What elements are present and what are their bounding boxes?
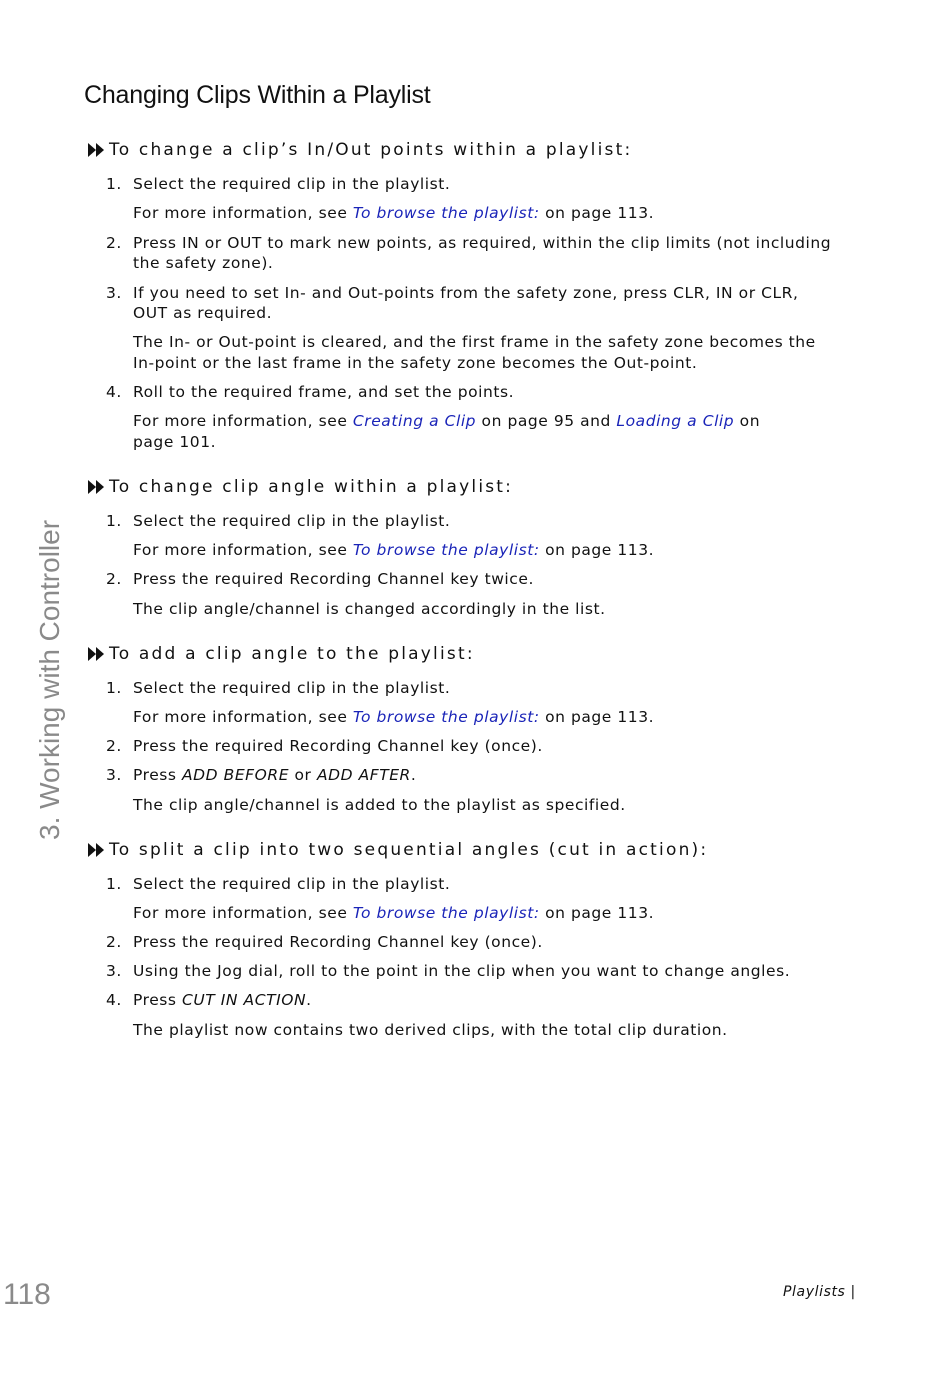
step-number: 3. (106, 284, 122, 302)
command-cut-in-action: CUT IN ACTION (182, 991, 307, 1009)
step-number: 2. (106, 570, 122, 588)
step-suffix: . (410, 766, 417, 784)
step-text: Select the required clip in the playlist. (133, 679, 451, 697)
cross-reference-link[interactable]: Loading a Clip (616, 412, 735, 430)
step-number: 1. (106, 875, 122, 893)
step-number: 1. (106, 175, 122, 193)
info-suffix: on page 113. (539, 904, 655, 922)
step-result: The playlist now contains two derived clips, with the total clip duration. (133, 1021, 728, 1039)
procedure-heading (88, 477, 513, 497)
step-result-continued: In-point or the last frame in the safety zone becomes the Out-point. (133, 354, 698, 372)
info-prefix: For more information, see (133, 904, 353, 922)
step-number: 1. (106, 679, 122, 697)
info-suffix: on (734, 412, 761, 430)
double-right-arrow-icon (88, 843, 106, 857)
info-middle: on page 95 and (476, 412, 617, 430)
more-info-text (133, 203, 654, 224)
step-result: The clip angle/channel is changed accordingly in the list. (133, 600, 606, 618)
cross-reference-link[interactable]: To browse the playlist: (352, 204, 540, 222)
step-number: 1. (106, 512, 122, 530)
page-number: 118 (3, 1278, 51, 1311)
command-add-after: ADD AFTER (316, 766, 411, 784)
step-text: Using the Jog dial, roll to the point in the clip when you want to change angles. (133, 962, 791, 980)
step-text: Select the required clip in the playlist. (133, 512, 451, 530)
step-text: Select the required clip in the playlist. (133, 175, 451, 193)
info-prefix: For more information, see (133, 204, 353, 222)
step-number: 2. (106, 933, 122, 951)
step-text (133, 990, 312, 1011)
double-right-arrow-icon (88, 647, 106, 661)
procedure-heading-text: To split a clip into two sequential angles (cut in action): (109, 840, 709, 860)
info-prefix: For more information, see (133, 708, 353, 726)
chapter-side-tab (0, 510, 65, 840)
step-number: 4. (106, 991, 122, 1009)
double-right-arrow-icon (88, 480, 106, 494)
step-text: Press the required Recording Channel key (once). (133, 737, 543, 755)
double-right-arrow-icon (88, 143, 106, 157)
step-text: Select the required clip in the playlist. (133, 875, 451, 893)
step-text-continued: the safety zone). (133, 254, 274, 272)
step-text: If you need to set In- and Out-points from the safety zone, press CLR, IN or CLR, (133, 284, 799, 302)
info-suffix: on page 113. (539, 541, 655, 559)
info-prefix: For more information, see (133, 412, 353, 430)
procedure-heading (88, 840, 708, 860)
step-text: Press the required Recording Channel key twice. (133, 570, 534, 588)
procedure-heading-text: To add a clip angle to the playlist: (109, 644, 475, 664)
step-result: The clip angle/channel is added to the playlist as specified. (133, 796, 626, 814)
step-text-continued: OUT as required. (133, 304, 273, 322)
step-number: 3. (106, 962, 122, 980)
info-suffix: on page 113. (539, 708, 655, 726)
procedure-heading-text: To change clip angle within a playlist: (109, 477, 514, 497)
more-info-continued: page 101. (133, 433, 217, 451)
cross-reference-link[interactable]: To browse the playlist: (352, 904, 540, 922)
cross-reference-link[interactable]: To browse the playlist: (352, 541, 540, 559)
step-number: 2. (106, 234, 122, 252)
procedure-heading-text: To change a clip’s In/Out points within a playlist: (109, 140, 633, 160)
command-add-before: ADD BEFORE (182, 766, 290, 784)
step-text (133, 765, 416, 786)
footer-section-label: Playlists | (783, 1284, 856, 1300)
page-title: Changing Clips Within a Playlist (84, 81, 431, 109)
more-info-text (133, 707, 654, 728)
step-prefix: Press (133, 766, 183, 784)
step-number: 2. (106, 737, 122, 755)
info-suffix: on page 113. (539, 204, 655, 222)
more-info-text (133, 540, 654, 561)
step-text: Press IN or OUT to mark new points, as required, within the clip limits (not including (133, 234, 832, 252)
procedure-heading (88, 644, 475, 664)
procedure-heading (88, 140, 632, 160)
step-number: 3. (106, 766, 122, 784)
step-prefix: Press (133, 991, 183, 1009)
step-text: Roll to the required frame, and set the points. (133, 383, 515, 401)
more-info-text (133, 903, 654, 924)
more-info-text (133, 411, 760, 432)
step-number: 4. (106, 383, 122, 401)
chapter-side-tab-label: 3. Working with Controller (34, 519, 65, 840)
cross-reference-link[interactable]: To browse the playlist: (352, 708, 540, 726)
step-text: Press the required Recording Channel key (once). (133, 933, 543, 951)
info-prefix: For more information, see (133, 541, 353, 559)
cross-reference-link[interactable]: Creating a Clip (352, 412, 477, 430)
step-result: The In- or Out-point is cleared, and the first frame in the safety zone becomes the (133, 333, 816, 351)
step-middle: or (289, 766, 317, 784)
step-suffix: . (306, 991, 312, 1009)
